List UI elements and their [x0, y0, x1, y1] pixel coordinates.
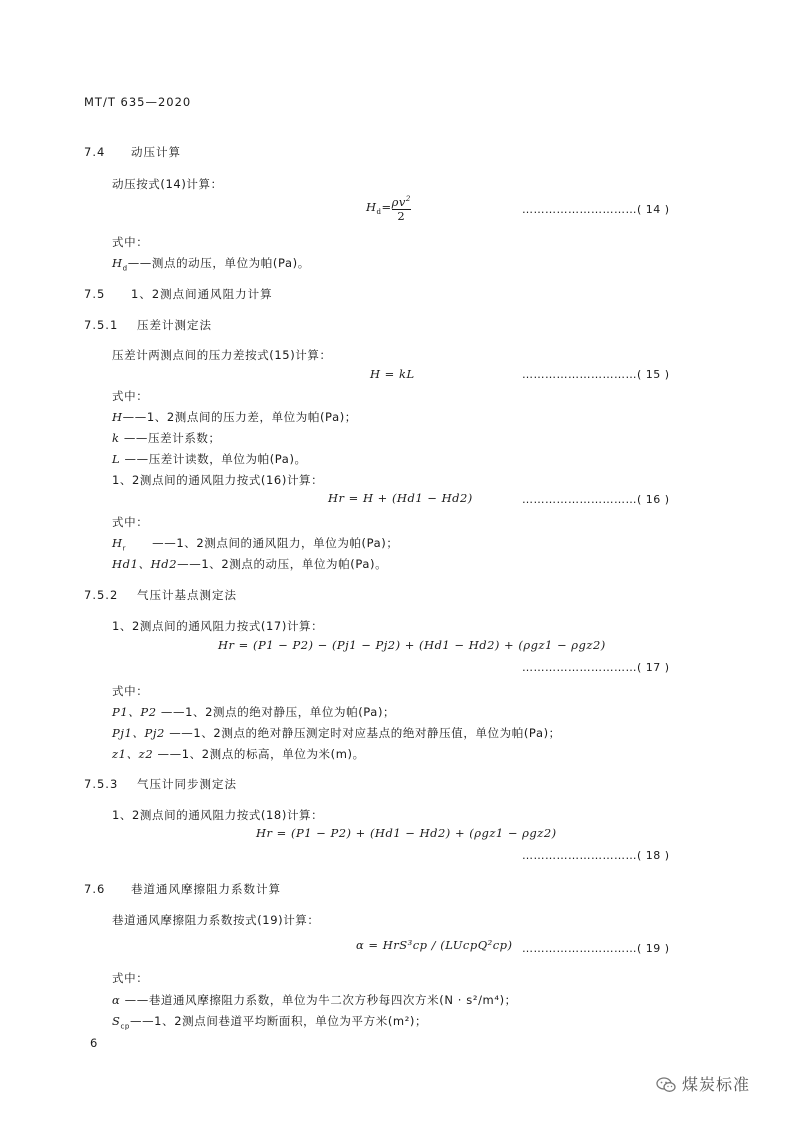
- equation-number: …………………………( 18 ): [522, 849, 670, 862]
- definition-item: α ——巷道通风摩擦阻力系数，单位为牛二次方秒每四次方米(N · s²/m⁴)；: [112, 993, 517, 1007]
- definition-item: P1、P2 ——1、2测点的绝对静压，单位为帕(Pa)；: [112, 705, 396, 719]
- section-title: 巷道通风摩擦阻力系数计算: [131, 882, 281, 896]
- section-number: 7.5.2: [84, 588, 119, 602]
- definition-item: $S_{cp}——1$、2测点间巷道平均断面积，单位为平方米(m²)；: [112, 1014, 428, 1031]
- definition-item: z1、z2 ——1、2测点的标高，单位为米(m)。: [112, 747, 365, 761]
- where-label: 式中：: [112, 971, 149, 985]
- where-label: 式中：: [112, 235, 149, 249]
- equation-number: …………………………( 17 ): [522, 661, 670, 674]
- definition-item: $H_r$ ——1、2测点间的通风阻力，单位为帕(Pa)；: [112, 536, 399, 553]
- section-7-5-heading: [84, 286, 273, 302]
- paragraph: 动压按式(14)计算：: [112, 177, 223, 191]
- watermark: [656, 1072, 750, 1095]
- section-number: 7.5.1: [84, 318, 119, 332]
- section-7-5-3-heading: [84, 776, 237, 792]
- standard-code: MT/T 635—2020: [84, 95, 192, 109]
- section-7-5-2-heading: [84, 587, 237, 603]
- definition-item: Hd1、Hd2——1、2测点的动压，单位为帕(Pa)。: [112, 557, 388, 571]
- definition-item: H——1、2测点间的压力差，单位为帕(Pa)；: [112, 410, 357, 424]
- equation-number: …………………………( 15 ): [522, 368, 670, 381]
- section-title: 压差计测定法: [137, 318, 212, 332]
- where-label: 式中：: [112, 515, 149, 529]
- section-title: 1、2测点间通风阻力计算: [131, 287, 273, 301]
- wechat-icon: [656, 1077, 676, 1093]
- section-7-4-heading: [84, 144, 181, 160]
- section-title: 动压计算: [131, 145, 181, 159]
- equation-17: Hr = (P1 − P2) − (Pj1 − Pj2) + (Hd1 − Hd2) + (ρgz1 − ρgz2): [218, 638, 606, 652]
- paragraph: 1、2测点间的通风阻力按式(18)计算：: [112, 808, 324, 822]
- section-number: 7.5: [84, 287, 106, 301]
- equation-number: …………………………( 19 ): [522, 942, 670, 955]
- paragraph: 1、2测点间的通风阻力按式(17)计算：: [112, 619, 324, 633]
- section-number: 7.4: [84, 145, 106, 159]
- definition-item: k ——压差计系数；: [112, 431, 221, 445]
- equation-14: $H_d=$ $\frac{\rho v^2}{2}$: [366, 194, 411, 223]
- section-title: 气压计同步测定法: [137, 777, 237, 791]
- paragraph: 巷道通风摩擦阻力系数按式(19)计算：: [112, 913, 320, 927]
- section-7-5-1-heading: [84, 317, 212, 333]
- equation-15: H = kL: [370, 367, 415, 381]
- section-number: 7.6: [84, 882, 106, 896]
- definition-item: L ——压差计读数，单位为帕(Pa)。: [112, 452, 307, 466]
- paragraph: 1、2测点间的通风阻力按式(16)计算：: [112, 473, 324, 487]
- definition-item: Pj1、Pj2 ——1、2测点的绝对静压测定时对应基点的绝对静压值，单位为帕(Pa)；: [112, 726, 561, 740]
- page-number: 6: [90, 1036, 99, 1050]
- where-label: 式中：: [112, 389, 149, 403]
- paragraph: 压差计两测点间的压力差按式(15)计算：: [112, 348, 332, 362]
- equation-number: …………………………( 14 ): [522, 203, 670, 216]
- equation-16: Hr = H + (Hd1 − Hd2): [328, 491, 473, 505]
- equation-18: Hr = (P1 − P2) + (Hd1 − Hd2) + (ρgz1 − ρgz2): [256, 826, 557, 840]
- section-title: 气压计基点测定法: [137, 588, 237, 602]
- watermark-text: 煤炭标准: [682, 1075, 751, 1094]
- equation-number: …………………………( 16 ): [522, 493, 670, 506]
- section-number: 7.5.3: [84, 777, 119, 791]
- section-7-6-heading: [84, 881, 281, 897]
- definition-item: $H_d——$测点的动压，单位为帕(Pa)。: [112, 256, 310, 273]
- equation-19: α = HrS³cp / (LUcpQ²cp): [356, 938, 513, 952]
- where-label: 式中：: [112, 684, 149, 698]
